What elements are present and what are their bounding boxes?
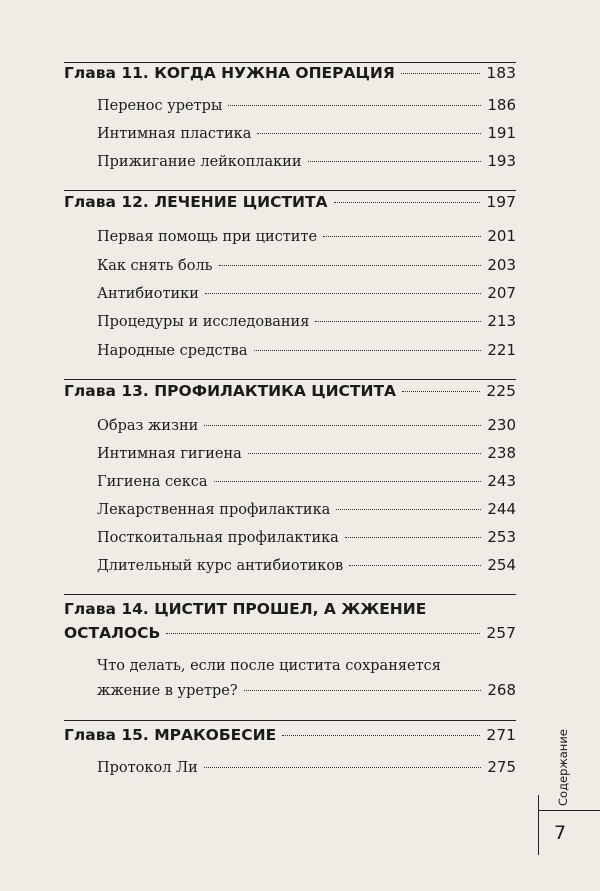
- chapter-divider: [64, 190, 516, 191]
- chapter-page: 197: [486, 193, 516, 211]
- section-label: Содержание: [556, 729, 570, 806]
- chapter-divider: [64, 594, 516, 595]
- toc-item[interactable]: [97, 416, 516, 434]
- item-title: Интимная пластика: [97, 126, 252, 142]
- toc-item[interactable]: [97, 284, 516, 302]
- item-page: 203: [487, 256, 516, 274]
- item-title: Антибиотики: [97, 286, 199, 302]
- dot-leader: [204, 767, 482, 768]
- item-page: 244: [487, 500, 516, 518]
- dot-leader: [257, 133, 481, 134]
- item-page: 191: [487, 124, 516, 142]
- toc-item[interactable]: [97, 444, 516, 462]
- dot-leader: [323, 236, 481, 237]
- item-title: Протокол Ли: [97, 760, 198, 776]
- dot-leader: [254, 350, 482, 351]
- chapter-title-line-2: ОСТАЛОСЬ: [64, 624, 161, 642]
- chapter-divider: [64, 62, 516, 63]
- toc-chapter-15[interactable]: [64, 726, 516, 744]
- toc-item[interactable]: [97, 758, 516, 776]
- chapter-title-line-1: Глава 14. ЦИСТИТ ПРОШЕЛ, А ЖЖЕНИЕ: [64, 600, 427, 618]
- item-title: Процедуры и исследования: [97, 314, 310, 330]
- toc-item[interactable]: [97, 556, 516, 574]
- item-page: 193: [487, 152, 516, 170]
- item-page: 186: [487, 96, 516, 114]
- item-title: Как снять боль: [97, 258, 213, 274]
- toc-item[interactable]: [97, 227, 516, 245]
- chapter-title: Глава 11. КОГДА НУЖНА ОПЕРАЦИЯ: [64, 64, 395, 82]
- chapter-page: 183: [486, 64, 516, 82]
- dot-leader: [315, 321, 481, 322]
- toc-item[interactable]: [97, 472, 516, 490]
- chapter-title-row: [64, 624, 516, 642]
- toc-item[interactable]: [97, 312, 516, 330]
- dot-leader: [228, 105, 481, 106]
- item-title: Народные средства: [97, 343, 248, 359]
- page-number: 7: [554, 822, 567, 844]
- dot-leader: [336, 509, 481, 510]
- toc-chapter-12[interactable]: [64, 193, 516, 211]
- toc-item[interactable]: [97, 152, 516, 170]
- item-title: Лекарственная профилактика: [97, 502, 331, 518]
- item-title: Гигиена секса: [97, 474, 208, 490]
- chapter-title: Глава 15. МРАКОБЕСИЕ: [64, 726, 277, 744]
- dot-leader: [282, 735, 480, 736]
- toc-item[interactable]: [97, 341, 516, 359]
- dot-leader: [205, 293, 481, 294]
- item-title: Прижигание лейкоплакии: [97, 154, 302, 170]
- dot-leader: [345, 537, 482, 538]
- footer-horizontal-rule: [538, 810, 600, 811]
- dot-leader: [219, 265, 482, 266]
- chapter-divider: [64, 379, 516, 380]
- toc-item[interactable]: [97, 124, 516, 142]
- dot-leader: [204, 425, 481, 426]
- item-page: 275: [487, 758, 516, 776]
- item-page: 243: [487, 472, 516, 490]
- footer-vertical-rule: [538, 795, 539, 855]
- item-title: Интимная гигиена: [97, 446, 242, 462]
- toc-item[interactable]: [97, 256, 516, 274]
- item-page: 238: [487, 444, 516, 462]
- item-title-line-1: Что делать, если после цистита сохраняется: [97, 658, 441, 674]
- item-page: 254: [487, 556, 516, 574]
- chapter-title: Глава 12. ЛЕЧЕНИЕ ЦИСТИТА: [64, 193, 328, 211]
- toc-chapter-11[interactable]: [64, 64, 516, 82]
- chapter-page: 271: [486, 726, 516, 744]
- dot-leader: [334, 202, 481, 203]
- item-title: Перенос уретры: [97, 98, 223, 114]
- item-title: Длительный курс антибиотиков: [97, 558, 344, 574]
- dot-leader: [248, 453, 482, 454]
- toc-chapter-14[interactable]: [64, 600, 516, 642]
- item-page: 213: [487, 312, 516, 330]
- dot-leader: [349, 565, 481, 566]
- item-page: 268: [487, 681, 516, 699]
- toc-item[interactable]: [97, 96, 516, 114]
- chapter-title: Глава 13. ПРОФИЛАКТИКА ЦИСТИТА: [64, 382, 397, 400]
- toc-item[interactable]: [97, 528, 516, 546]
- item-title-line-2: жжение в уретре?: [97, 683, 238, 699]
- item-title: Образ жизни: [97, 418, 199, 434]
- dot-leader: [308, 161, 482, 162]
- item-page: 230: [487, 416, 516, 434]
- item-title-row: [97, 681, 516, 699]
- chapter-divider: [64, 720, 516, 721]
- item-title: Первая помощь при цистите: [97, 229, 318, 245]
- item-title: Посткоитальная профилактика: [97, 530, 339, 546]
- item-page: 253: [487, 528, 516, 546]
- toc-item[interactable]: [97, 500, 516, 518]
- dot-leader: [401, 73, 481, 74]
- chapter-page: 225: [486, 382, 516, 400]
- item-page: 201: [487, 227, 516, 245]
- chapter-page: 257: [486, 624, 516, 642]
- dot-leader: [166, 633, 480, 634]
- item-page: 207: [487, 284, 516, 302]
- dot-leader: [244, 690, 482, 691]
- dot-leader: [214, 481, 482, 482]
- dot-leader: [402, 391, 480, 392]
- item-page: 221: [487, 341, 516, 359]
- toc-chapter-13[interactable]: [64, 382, 516, 400]
- toc-item[interactable]: [97, 658, 516, 699]
